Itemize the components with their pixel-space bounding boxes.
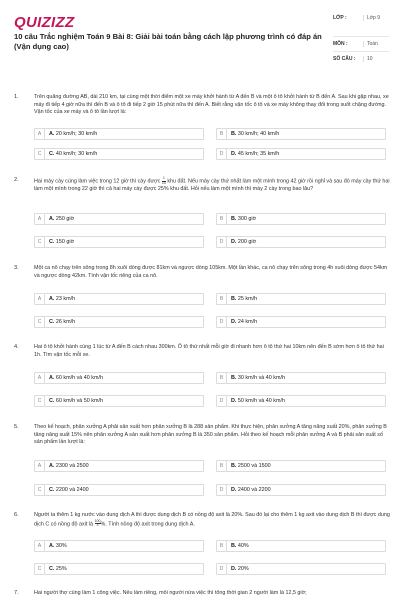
option-text: 20 km/h; 30 km/h	[55, 131, 98, 137]
option-text: 2200 và 2400	[55, 487, 89, 493]
meta-grade-value: Lớp 9	[363, 15, 387, 21]
option-a[interactable]	[34, 540, 204, 552]
option-text: 300 giờ	[237, 216, 257, 222]
worksheet-title: 10 câu Trắc nghiệm Toán 9 Bài 8: Giải bài toán bằng cách lập phương trình có đáp án (Vận dụng cao)	[14, 32, 322, 51]
option-text: 45 km/h; 35 km/h	[237, 151, 280, 157]
option-key: A.	[49, 296, 55, 302]
option-b[interactable]	[216, 372, 386, 384]
option-letter: C	[35, 317, 45, 327]
meta-grade-label: LỚP :	[333, 15, 347, 21]
option-key: C.	[49, 239, 55, 245]
option-text: 200 giờ	[237, 239, 257, 245]
meta-grade-row	[333, 15, 389, 21]
option-text: 60 km/h và 50 km/h	[55, 398, 103, 404]
option-letter: B	[217, 129, 227, 139]
option-key: D.	[231, 319, 237, 325]
option-key: A.	[49, 375, 55, 381]
option-c[interactable]	[34, 395, 204, 407]
worksheet-header	[0, 0, 400, 86]
option-text: 2500 và 1500	[237, 463, 271, 469]
question-text: Trên quãng đường AB, dài 210 km, tại cùng một thời điểm một xe máy khởi hành từ A đến B và một ô tô khởi hành từ B đến A. Sau khi gặp nhau, xe máy đi tiếp 4 giờ nữa thì đến B và ô tô đi tiếp 2 giờ 15 phút nữa thì đến A. Biết rằng vận tốc ô tô và xe máy không thay đổi trong suốt chặng đường. Vận tốc của xe máy và ô tô lần lượt là:	[34, 94, 389, 115]
option-letter: B	[217, 214, 227, 224]
option-letter: C	[35, 564, 45, 574]
option-key: D.	[231, 151, 237, 157]
meta-divider	[333, 36, 389, 37]
option-text: 60 km/h và 40 km/h	[55, 375, 103, 381]
option-a[interactable]	[34, 293, 204, 305]
option-text: 30 km/h và 40 km/h	[237, 375, 285, 381]
option-text: 2400 và 2200	[237, 487, 271, 493]
option-b[interactable]	[216, 460, 386, 472]
meta-subject-value: Toán	[363, 41, 387, 47]
fraction: $\frac{100}{3}$	[94, 518, 101, 528]
option-key: C.	[49, 151, 55, 157]
option-letter: B	[217, 541, 227, 551]
option-d[interactable]	[216, 316, 386, 328]
option-c[interactable]	[34, 236, 204, 248]
option-c[interactable]	[34, 563, 204, 575]
meta-count-row	[333, 56, 389, 62]
option-letter: D	[217, 564, 227, 574]
option-letter: D	[217, 485, 227, 495]
option-c[interactable]	[34, 148, 204, 160]
option-key: C.	[49, 487, 55, 493]
option-text: 40%	[237, 543, 249, 549]
option-letter: C	[35, 149, 45, 159]
fraction: $\frac{1}{10}$	[161, 176, 166, 185]
option-letter: A	[35, 373, 45, 383]
option-key: C.	[49, 566, 55, 572]
option-c[interactable]	[34, 316, 204, 328]
option-key: A.	[49, 131, 55, 137]
question-text: Theo kế hoạch, phân xưởng A phải sản xuất hơn phân xưởng B là 288 sản phẩm. Khi thực hiện, phân xưởng A tăng năng suất 20%, phân xưởng B tăng năng suất 15% nên phân xưởng A sản xuất hơn phân xưởng B là 350 sản phẩm. Hỏi theo kế hoạch mỗi phân xưởng A và B phải sản xuất số sản phẩm lần lượt là:	[34, 424, 387, 445]
option-letter: A	[35, 461, 45, 471]
option-a[interactable]	[34, 213, 204, 225]
option-letter: C	[35, 485, 45, 495]
option-letter: A	[35, 129, 45, 139]
option-text: 30%	[55, 543, 67, 549]
option-text: 24 km/h	[237, 319, 258, 325]
question-number: 2.	[14, 177, 19, 183]
option-key: D.	[231, 239, 237, 245]
option-a[interactable]	[34, 372, 204, 384]
option-letter: B	[217, 294, 227, 304]
option-text: 250 giờ	[55, 216, 75, 222]
option-d[interactable]	[216, 484, 386, 496]
option-text: 40 km/h; 30 km/h	[55, 151, 98, 157]
option-a[interactable]	[34, 460, 204, 472]
meta-count-value: 10	[363, 56, 387, 62]
meta-subject-row	[333, 41, 389, 47]
option-key: A.	[49, 543, 55, 549]
option-key: A.	[49, 463, 55, 469]
question-number: 1.	[14, 94, 19, 100]
option-letter: B	[217, 373, 227, 383]
option-a[interactable]	[34, 128, 204, 140]
option-text: 20%	[237, 566, 249, 572]
question-number: 5.	[14, 424, 19, 430]
option-b[interactable]	[216, 128, 386, 140]
option-letter: D	[217, 317, 227, 327]
option-key: B.	[231, 543, 237, 549]
question-text: Một ca nô chạy trên sông trong 8h xuôi dòng được 81km và ngược dòng 105km. Một lần khác, ca nô chạy trên sông trong 4h xuôi dòng được 54km và ngược dòng 42km. Tính vận tốc riêng của ca nô.	[34, 265, 388, 279]
option-text: 26 km/h	[55, 319, 76, 325]
meta-subject-label: MÔN :	[333, 41, 348, 47]
option-d[interactable]	[216, 395, 386, 407]
option-key: B.	[231, 216, 237, 222]
option-letter: D	[217, 149, 227, 159]
question-number: 4.	[14, 344, 19, 350]
option-letter: D	[217, 396, 227, 406]
option-text: 30 km/h; 40 km/h	[237, 131, 280, 137]
question-number: 3.	[14, 265, 19, 271]
option-b[interactable]	[216, 213, 386, 225]
option-key: D.	[231, 487, 237, 493]
meta-divider	[333, 51, 389, 52]
question-number: 6.	[14, 512, 19, 518]
option-letter: B	[217, 461, 227, 471]
option-key: D.	[231, 398, 237, 404]
option-b[interactable]	[216, 540, 386, 552]
option-text: 25%	[55, 566, 67, 572]
option-b[interactable]	[216, 293, 386, 305]
option-letter: C	[35, 237, 45, 247]
option-d[interactable]	[216, 148, 386, 160]
option-c[interactable]	[34, 484, 204, 496]
option-d[interactable]	[216, 236, 386, 248]
option-key: B.	[231, 375, 237, 381]
option-letter: A	[35, 294, 45, 304]
quizizz-logo: QUIZIZZ	[14, 14, 75, 31]
question-text: Người ta thêm 1 kg nước vào dung dịch A thì được dung dịch B có nồng độ axit là 20%. Sau đó lại cho thêm 1 kg axit vào dung dịch B thì được dung dịch C có nồng độ axit là $\frac{100}{3}$ %. Tính nồng độ axit trong dung dịch A.	[34, 512, 390, 528]
option-text: 23 km/h	[55, 296, 76, 302]
question-text: Hai người thợ cùng làm 1 công việc. Nếu làm riêng, mỗi người nửa việc thì tổng thời gian 2 người làm là 12,5 giờ;	[34, 590, 307, 596]
question-text: Hai máy cày cùng làm việc trong 12 giờ thì cày được $\frac{1}{10}$ khu đất. Nếu máy cày thứ nhất làm một mình trong 42 giờ rồi nghỉ và sau đó máy cày thứ hai làm một mình trong 22 giờ thì cả hai máy cày được 25% khu đất. Hỏi nếu làm một mình thì máy 2 cày trong bao lâu?	[34, 176, 390, 193]
option-key: D.	[231, 566, 237, 572]
option-text: 150 giờ	[55, 239, 75, 245]
option-letter: A	[35, 541, 45, 551]
option-text: 2300 và 2500	[55, 463, 89, 469]
option-key: B.	[231, 296, 237, 302]
option-text: 50 km/h và 40 km/h	[237, 398, 285, 404]
option-key: B.	[231, 463, 237, 469]
option-key: C.	[49, 319, 55, 325]
meta-count-label: SỐ CÂU :	[333, 56, 356, 62]
option-key: A.	[49, 216, 55, 222]
question-number: 7.	[14, 590, 19, 596]
option-letter: C	[35, 396, 45, 406]
option-d[interactable]	[216, 563, 386, 575]
option-letter: A	[35, 214, 45, 224]
question-text: Hai ô tô khởi hành cùng 1 lúc từ A đến B cách nhau 300km. Ô tô thứ nhất mỗi giờ đi nhanh hơn ô tô thứ hai 10km nên đến B sớm hơn ô tô thứ hai 1h. Tìm vận tốc mỗi xe.	[34, 344, 384, 358]
option-key: B.	[231, 131, 237, 137]
option-letter: D	[217, 237, 227, 247]
option-text: 25 km/h	[237, 296, 258, 302]
option-key: C.	[49, 398, 55, 404]
